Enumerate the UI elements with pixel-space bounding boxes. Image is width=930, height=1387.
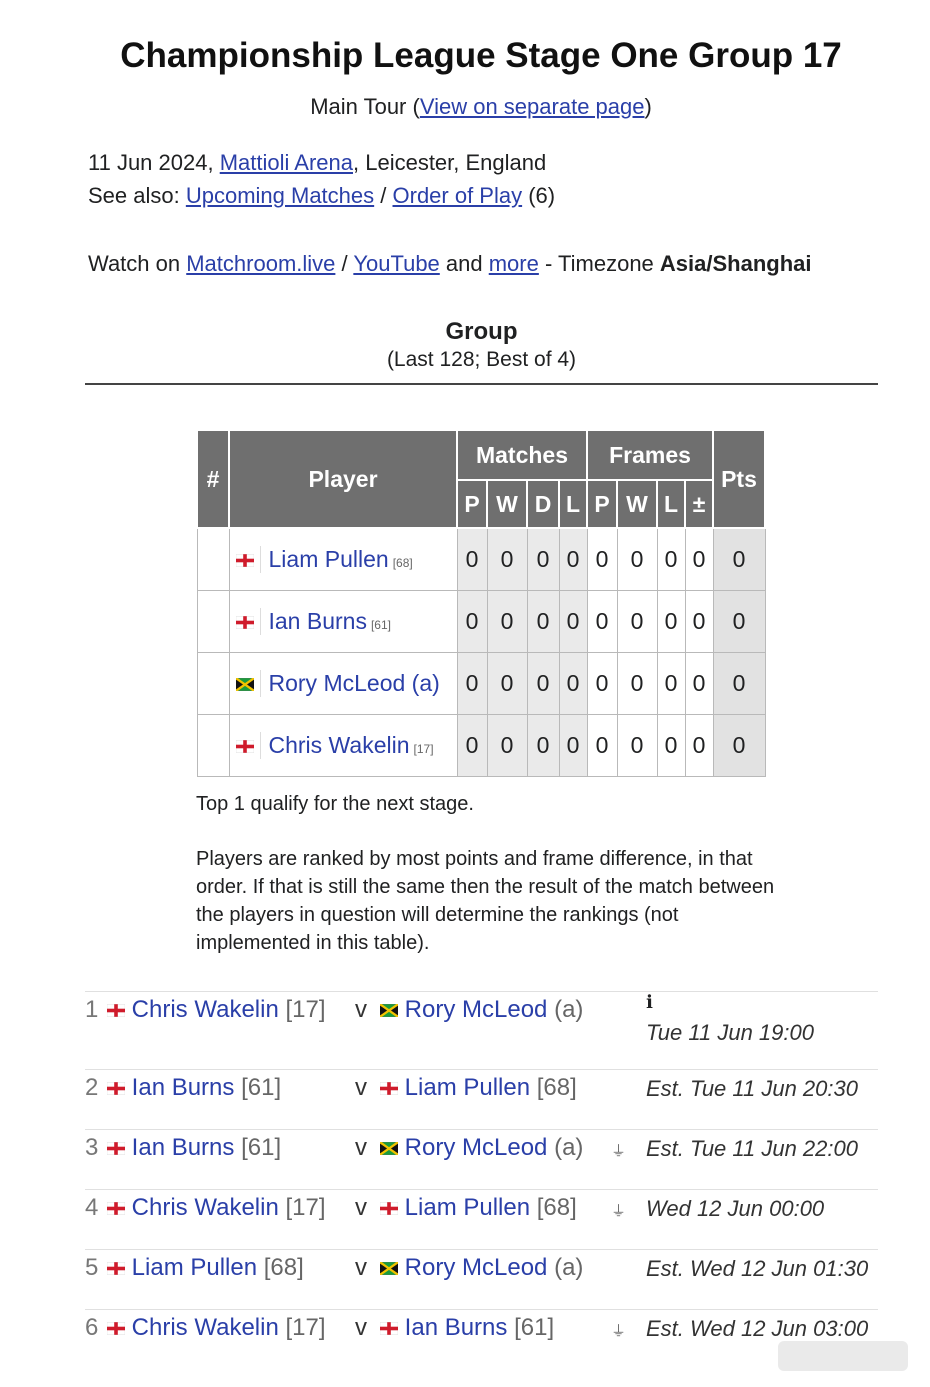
player-name-link[interactable]: Liam Pullen: [268, 546, 389, 572]
stat-mw: 0: [487, 653, 527, 715]
match-player-2: [380, 1074, 577, 1102]
matchroom-link[interactable]: Matchroom.live: [186, 251, 336, 276]
watch-separator: /: [335, 251, 354, 276]
event-location: , Leicester, England: [353, 150, 547, 175]
stat-fp: 0: [587, 653, 617, 715]
player-cell: [229, 528, 457, 591]
player-1-seed: [68]: [257, 1254, 304, 1281]
stat-mw: 0: [487, 591, 527, 653]
stat-md: 0: [527, 591, 559, 653]
header-rank: #: [197, 430, 229, 528]
stat-fl: 0: [657, 715, 685, 777]
stat-mp: 0: [457, 528, 487, 591]
stat-md: 0: [527, 653, 559, 715]
match-time: Est. Wed 12 Jun 01:30: [646, 1256, 869, 1281]
player-cell: [229, 715, 457, 777]
player-seed: [68]: [392, 556, 413, 570]
match-player-2: [380, 1254, 583, 1282]
match-time: Wed 12 Jun 00:00: [646, 1196, 825, 1221]
stat-fw: 0: [617, 591, 657, 653]
england-flag-icon: [230, 608, 261, 635]
see-also: [88, 183, 555, 209]
order-of-play-link[interactable]: Order of Play: [392, 183, 523, 208]
player-name-link[interactable]: Rory McLeod (a): [268, 670, 440, 696]
player-1-name-link[interactable]: Chris Wakelin: [131, 1194, 279, 1221]
stat-fl: 0: [657, 653, 685, 715]
player-1-seed: [17]: [278, 1314, 326, 1341]
youtube-link[interactable]: YouTube: [353, 251, 440, 276]
stat-ml: 0: [559, 715, 587, 777]
order-count: (6): [522, 183, 556, 208]
header-pts: Pts: [713, 430, 765, 528]
player-1-seed: [17]: [278, 996, 326, 1023]
stat-fl: 0: [657, 591, 685, 653]
group-heading: [85, 318, 878, 372]
event-date: 11 Jun 2024,: [88, 150, 220, 175]
match-number: 4: [85, 1194, 99, 1221]
match-player-2: [380, 1314, 554, 1342]
player-1-seed: [61]: [234, 1134, 282, 1161]
match-row: [85, 1249, 878, 1308]
timezone-label: - Timezone: [538, 251, 660, 276]
match-number: 5: [85, 1254, 99, 1281]
header-matches-won: W: [487, 480, 527, 528]
player-cell: [229, 653, 457, 715]
england-flag-icon: [107, 1134, 125, 1161]
page-title: Championship League Stage One Group 17: [120, 36, 842, 75]
standings-row: [197, 528, 765, 591]
points-cell: 0: [713, 591, 765, 653]
player-2-seed: [68]: [530, 1074, 577, 1101]
standings-row: [197, 591, 765, 653]
player-2-seed: (a): [547, 1134, 584, 1161]
player-1-name-link[interactable]: Liam Pullen: [131, 1254, 258, 1281]
player-2-seed: (a): [547, 1254, 584, 1281]
jamaica-flag-icon: [380, 996, 398, 1023]
match-time: Est. Tue 11 Jun 22:00: [646, 1136, 858, 1161]
england-flag-icon: [107, 1074, 125, 1101]
stat-ml: 0: [559, 653, 587, 715]
and-text: and: [439, 251, 489, 276]
watch-info: [88, 251, 812, 277]
player-seed: [17]: [413, 742, 434, 756]
match-time: Tue 11 Jun 19:00: [646, 1020, 814, 1045]
separate-page-link[interactable]: View on separate page: [419, 94, 645, 119]
stat-fl: 0: [657, 528, 685, 591]
player-2-name-link[interactable]: Rory McLeod: [404, 1134, 548, 1161]
upcoming-matches-link[interactable]: Upcoming Matches: [185, 183, 375, 208]
match-number: 1: [85, 996, 99, 1023]
versus-label: v: [355, 1074, 367, 1101]
stat-fd: 0: [685, 653, 713, 715]
tour-subtitle: [0, 94, 930, 120]
match-row: [85, 1129, 878, 1188]
match-player-2: [380, 996, 583, 1024]
player-2-name-link[interactable]: Liam Pullen: [404, 1194, 531, 1221]
player-1-name-link[interactable]: Ian Burns: [131, 1074, 235, 1101]
match-player-2: [380, 1194, 577, 1222]
match-number: 2: [85, 1074, 99, 1101]
jamaica-flag-icon: [380, 1254, 398, 1281]
england-flag-icon: [107, 1194, 125, 1221]
match-number: 3: [85, 1134, 99, 1161]
rank-cell: [197, 528, 229, 591]
points-cell: 0: [713, 715, 765, 777]
link-separator: /: [374, 183, 393, 208]
match-row: [85, 1309, 878, 1368]
player-1-name-link[interactable]: Ian Burns: [131, 1134, 235, 1161]
tv-broadcast-icon[interactable]: ⏚: [611, 1143, 627, 1160]
header-matches-lost: L: [559, 480, 587, 528]
stat-fd: 0: [685, 591, 713, 653]
stat-fw: 0: [617, 528, 657, 591]
stat-mp: 0: [457, 715, 487, 777]
match-row: [85, 1189, 878, 1248]
header-frames-lost: L: [657, 480, 685, 528]
match-number: 6: [85, 1314, 99, 1341]
player-cell: [229, 591, 457, 653]
match-player-1: [107, 1134, 281, 1162]
versus-label: v: [355, 1254, 367, 1281]
match-player-2: [380, 1134, 583, 1162]
match-time: Est. Tue 11 Jun 20:30: [646, 1076, 858, 1101]
match-time: Est. Wed 12 Jun 03:00: [646, 1316, 869, 1341]
stat-md: 0: [527, 528, 559, 591]
stat-fw: 0: [617, 715, 657, 777]
ranking-note: Players are ranked by most points and frame difference, in that order. If that is still the same then the result of the match between the players in question will determine the rankings (not implemented in this table).: [196, 848, 775, 954]
jamaica-flag-icon: [380, 1134, 398, 1161]
england-flag-icon: [380, 1074, 398, 1101]
england-flag-icon: [107, 1254, 125, 1281]
versus-label: v: [355, 1314, 367, 1341]
venue-link[interactable]: Mattioli Arena: [219, 150, 353, 175]
stat-fw: 0: [617, 653, 657, 715]
player-2-name-link[interactable]: Ian Burns: [404, 1314, 508, 1341]
player-2-name-link[interactable]: Liam Pullen: [404, 1074, 531, 1101]
watermark: [778, 1341, 908, 1371]
group-title: Group: [445, 318, 518, 345]
info-icon[interactable]: ℹ: [646, 992, 653, 1012]
match-player-1: [107, 1194, 326, 1222]
header-matches-drawn: D: [527, 480, 559, 528]
versus-label: v: [355, 1194, 367, 1221]
rank-cell: [197, 653, 229, 715]
player-2-seed: [68]: [530, 1194, 577, 1221]
header-frame-difference: ±: [685, 480, 713, 528]
england-flag-icon: [230, 732, 261, 759]
versus-label: v: [355, 996, 367, 1023]
player-2-seed: [61]: [507, 1314, 555, 1341]
match-player-1: [107, 1254, 304, 1282]
stat-mw: 0: [487, 528, 527, 591]
group-subtitle: (Last 128; Best of 4): [386, 348, 577, 371]
player-2-seed: (a): [547, 996, 584, 1023]
stat-ml: 0: [559, 591, 587, 653]
match-player-1: [107, 1074, 281, 1102]
points-cell: 0: [713, 528, 765, 591]
stat-fp: 0: [587, 528, 617, 591]
england-flag-icon: [380, 1194, 398, 1221]
player-1-seed: [17]: [278, 1194, 326, 1221]
header-frames: Frames: [587, 430, 713, 480]
player-name-link[interactable]: Ian Burns: [268, 608, 367, 634]
stat-ml: 0: [559, 528, 587, 591]
stat-fd: 0: [685, 528, 713, 591]
england-flag-icon: [107, 1314, 125, 1341]
divider: [85, 383, 878, 385]
event-date-venue: [88, 150, 546, 176]
player-name-link[interactable]: Chris Wakelin: [268, 732, 410, 758]
rank-cell: [197, 715, 229, 777]
player-seed: [61]: [370, 618, 391, 632]
player-2-name-link[interactable]: Rory McLeod: [404, 1254, 548, 1281]
player-1-name-link[interactable]: Chris Wakelin: [131, 1314, 279, 1341]
player-2-name-link[interactable]: Rory McLeod: [404, 996, 548, 1023]
stat-mp: 0: [457, 591, 487, 653]
header-matches: Matches: [457, 430, 587, 480]
points-cell: 0: [713, 653, 765, 715]
stat-fd: 0: [685, 715, 713, 777]
standings-row: [197, 653, 765, 715]
header-frames-played: P: [587, 480, 617, 528]
watch-label: Watch on: [88, 251, 187, 276]
tv-broadcast-icon[interactable]: ⏚: [611, 1203, 627, 1220]
stat-mw: 0: [487, 715, 527, 777]
england-flag-icon: [230, 546, 261, 573]
versus-label: v: [355, 1134, 367, 1161]
header-matches-played: P: [457, 480, 487, 528]
england-flag-icon: [107, 996, 125, 1023]
match-row: [85, 991, 878, 1066]
stat-mp: 0: [457, 653, 487, 715]
timezone-value: Asia/Shanghai: [659, 251, 812, 276]
subtitle-prefix: Main Tour (: [310, 94, 420, 119]
jamaica-flag-icon: [230, 670, 261, 697]
stat-md: 0: [527, 715, 559, 777]
standings-row: [197, 715, 765, 777]
tv-broadcast-icon[interactable]: ⏚: [611, 1323, 627, 1340]
header-frames-won: W: [617, 480, 657, 528]
subtitle-suffix: ): [644, 94, 652, 119]
player-1-seed: [61]: [234, 1074, 282, 1101]
qualify-note: Top 1 qualify for the next stage.: [196, 793, 474, 815]
match-player-1: [107, 1314, 326, 1342]
see-also-label: See also:: [88, 183, 186, 208]
more-link[interactable]: more: [488, 251, 539, 276]
stat-fp: 0: [587, 591, 617, 653]
player-1-name-link[interactable]: Chris Wakelin: [131, 996, 279, 1023]
match-row: [85, 1069, 878, 1128]
rank-cell: [197, 591, 229, 653]
england-flag-icon: [380, 1314, 398, 1341]
group-standings-table: [196, 429, 766, 777]
stat-fp: 0: [587, 715, 617, 777]
header-player: Player: [229, 430, 457, 528]
match-player-1: [107, 996, 326, 1024]
